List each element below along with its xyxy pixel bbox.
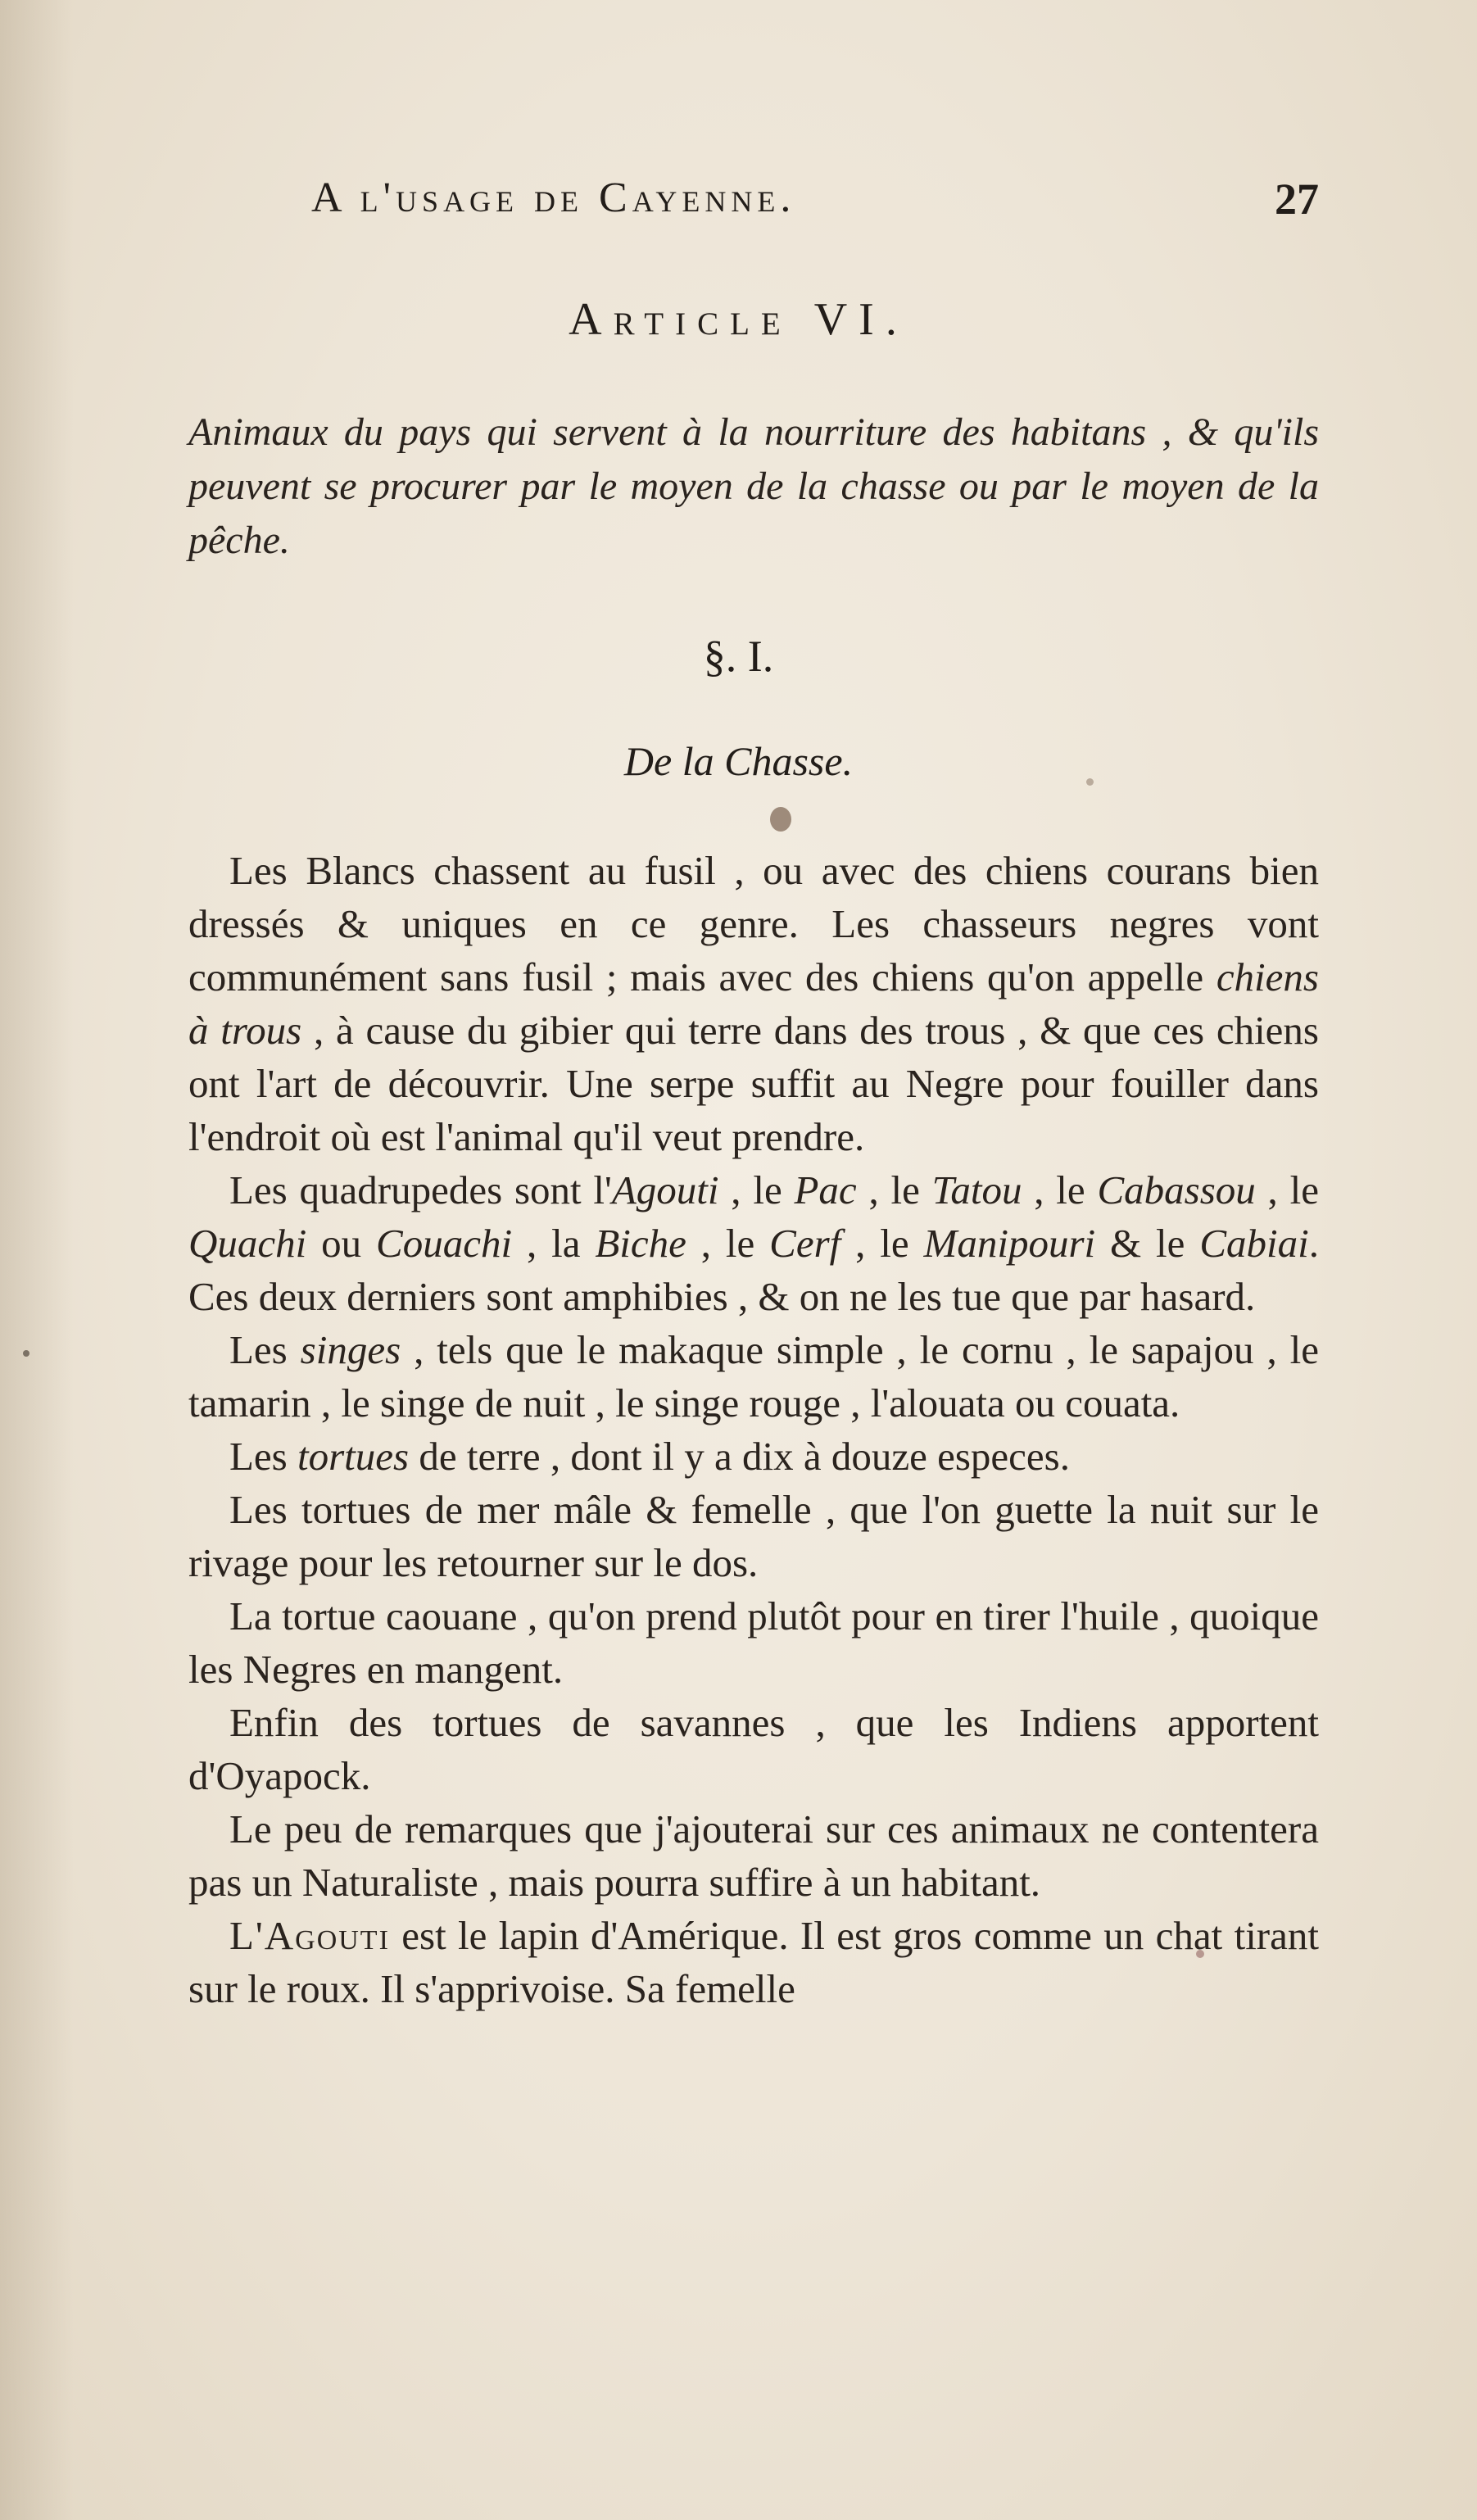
text-run: , le	[856, 1167, 932, 1212]
text-run: Les	[229, 1434, 297, 1479]
section-title: De la Chasse.	[623, 738, 854, 784]
text-run: Les tortues de mer mâle & femelle , que l'on guette la nuit sur le rivage pour les retourner sur le dos.	[188, 1487, 1319, 1585]
paragraph	[188, 1909, 1319, 2015]
paragraph	[188, 1696, 1319, 1802]
text-run: ou	[306, 1221, 377, 1266]
ink-spot	[1086, 778, 1094, 786]
text-run: Enfin des tortues de savannes , que les Indiens apportent d'Oyapock.	[188, 1700, 1319, 1798]
italic-term: singes	[300, 1327, 401, 1372]
text-run: . Ces deux derniers sont amphibies , & on ne les tue que par hasard.	[188, 1221, 1319, 1319]
text-run: , le	[840, 1221, 924, 1266]
italic-term: Cerf	[769, 1221, 841, 1266]
italic-term: Cabiai	[1199, 1221, 1309, 1266]
article-subtitle: Animaux du pays qui servent à la nourriture des habitans , & qu'ils peuvent se procurer par le moyen de la chasse ou par le moyen de la pêche.	[188, 410, 1319, 562]
paragraph	[188, 1589, 1319, 1696]
ink-spot	[23, 1350, 29, 1357]
text-run: , le	[686, 1221, 770, 1266]
page-number: 27	[1275, 174, 1319, 224]
text-run: Les	[229, 1327, 301, 1372]
italic-term: Quachi	[188, 1221, 307, 1266]
article-heading: Article VI.	[569, 294, 908, 345]
section-mark: §. I.	[703, 632, 774, 681]
text-run: , le	[1022, 1167, 1098, 1212]
italic-term: Tatou	[931, 1167, 1022, 1212]
paragraph	[188, 1802, 1319, 1909]
paragraph	[188, 1323, 1319, 1430]
text-run: , tels que le makaque simple , le cornu , le sapajou , le tamarin , le singe de nuit , le singe rouge , l'alouata ou couata.	[188, 1327, 1319, 1425]
paragraph	[188, 1483, 1319, 1589]
text-run: , la	[512, 1221, 596, 1266]
text-run: , à cause du gibier qui terre dans des trous , & que ces chiens ont l'art de découvrir. Une serpe suffit au Negre pour fouiller dans l'endroit où est l'animal qu'il veut prendre.	[188, 1008, 1319, 1159]
italic-term: Cabassou	[1097, 1167, 1256, 1212]
text-run: Les Blancs chassent au fusil , ou avec des chiens courans bien dressés & uniques en ce genre. Les chasseurs negres vont communément sans fusil ; mais avec des chiens qu'on appelle	[188, 848, 1319, 999]
italic-term: Couachi	[376, 1221, 513, 1266]
small-caps-term: L'Agouti	[229, 1913, 390, 1958]
running-title: A l'usage de Cayenne.	[311, 174, 796, 221]
text-run: Le peu de remarques que j'ajouterai sur ces animaux ne contentera pas un Naturaliste , mais pourra suffire à un habitant.	[188, 1806, 1319, 1905]
text-run: , le	[718, 1167, 795, 1212]
text-run: Les quadrupedes sont l'	[229, 1167, 612, 1212]
text-run: , le	[1255, 1167, 1319, 1212]
italic-term: Manipouri	[923, 1221, 1096, 1266]
ink-spot	[1196, 1950, 1204, 1958]
page-gutter-shadow	[0, 0, 74, 2520]
body-text	[188, 844, 1319, 2015]
text-run: de terre , dont il y a dix à douze especes.	[409, 1434, 1070, 1479]
paragraph	[188, 1430, 1319, 1483]
paragraph	[188, 844, 1319, 1163]
text-run: & le	[1095, 1221, 1200, 1266]
text-run: La tortue caouane , qu'on prend plutôt pour en tirer l'huile , quoique les Negres en mangent.	[188, 1593, 1319, 1692]
running-head	[188, 174, 1319, 231]
paragraph	[188, 1163, 1319, 1323]
italic-term: Pac	[794, 1167, 857, 1212]
text-run: est le lapin d'Amérique. Il est gros comme un chat tirant sur le roux. Il s'apprivoise. Sa femelle	[188, 1913, 1319, 2011]
ink-spot	[770, 807, 791, 832]
italic-term: Biche	[595, 1221, 686, 1266]
italic-term: chiens à trous	[188, 954, 1319, 1053]
italic-term: Agouti	[611, 1167, 719, 1212]
italic-term: tortues	[297, 1434, 410, 1479]
